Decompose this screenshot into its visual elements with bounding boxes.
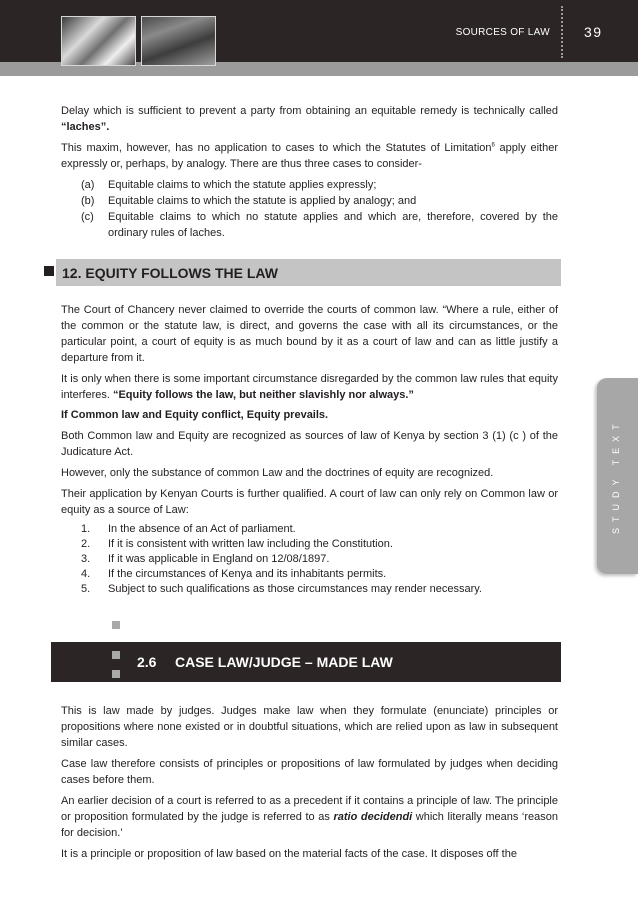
section-12-title: 12. EQUITY FOLLOWS THE LAW bbox=[62, 265, 278, 281]
list-text: Subject to such qualifications as those circumstances may render necessary. bbox=[108, 583, 482, 595]
intro-p2-text-before: This maxim, however, has no application to cases to which the Statutes of Limitation bbox=[61, 142, 492, 154]
section12-p5: However, only the substance of common Law and the doctrines of equity are recognized. bbox=[61, 467, 494, 479]
list-number: 1. bbox=[81, 523, 91, 535]
section26-paragraph-1 bbox=[61, 703, 558, 751]
list-text: If it is consistent with written law including the Constitution. bbox=[108, 538, 393, 550]
study-text-label: STUDY TEXT bbox=[611, 418, 621, 534]
list-text: Equitable claims to which the statute applies expressly; bbox=[108, 179, 377, 191]
intro-paragraph-2 bbox=[61, 140, 558, 172]
list-number: 2. bbox=[81, 538, 91, 550]
section12-paragraph-5 bbox=[61, 465, 558, 481]
section12-paragraph-1 bbox=[61, 302, 558, 366]
section12-paragraph-4 bbox=[61, 428, 558, 460]
list-item bbox=[61, 209, 558, 241]
list-item bbox=[61, 193, 558, 209]
list-text: If the circumstances of Kenya and its inhabitants permits. bbox=[108, 568, 387, 580]
section12-p4: Both Common law and Equity are recognized as sources of law of Kenya by section 3 (1) (c ) of the Judicature Act. bbox=[61, 430, 558, 458]
section-bullet-square bbox=[44, 266, 54, 276]
decorative-square bbox=[112, 651, 120, 659]
list-item bbox=[61, 522, 558, 537]
footnote-ref: 6 bbox=[491, 142, 495, 149]
list-text: In the absence of an Act of parliament. bbox=[108, 523, 296, 535]
header-photo-gavel bbox=[141, 16, 216, 66]
section12-p2-text: It is only when there is some important circumstance disregarded by the common law rules that equity interferes. bbox=[61, 373, 558, 401]
list-item bbox=[61, 582, 558, 597]
header-photo-people bbox=[61, 16, 136, 66]
section26-p2: Case law therefore consists of principles or propositions of law formulated by judges when deciding cases before them. bbox=[61, 758, 558, 786]
section26-paragraph-3 bbox=[61, 793, 558, 841]
section12-p3-bold: If Common law and Equity conflict, Equity prevails. bbox=[61, 409, 329, 421]
section12-paragraph-2 bbox=[61, 371, 558, 403]
section12-p1: The Court of Chancery never claimed to override the courts of common law. “Where a rule, either of the common or the statute law, is direct, and governs the case with all its circumstances, or the particular point, a court of equity is as much bound by it as a court of law and can as little justify a departure from it. bbox=[61, 304, 558, 364]
page-number: 39 bbox=[584, 24, 603, 40]
decorative-square bbox=[112, 670, 120, 678]
list-text: If it was applicable in England on 12/08/1897. bbox=[108, 553, 330, 565]
section-number: 2.6 bbox=[137, 654, 157, 670]
list-marker: (c) bbox=[81, 211, 94, 223]
decorative-square bbox=[112, 621, 120, 629]
section12-p6: Their application by Kenyan Courts is further qualified. A court of law can only rely on Common law or equity as a source of Law: bbox=[61, 488, 558, 516]
ratio-decidendi-term: ratio decidendi bbox=[333, 811, 413, 823]
conditions-list bbox=[61, 522, 558, 597]
list-marker: (a) bbox=[81, 179, 95, 191]
running-header-title: SOURCES OF LAW bbox=[455, 27, 550, 38]
section26-paragraph-4 bbox=[61, 846, 558, 862]
list-number: 3. bbox=[81, 553, 91, 565]
header-divider bbox=[561, 6, 563, 58]
list-text: Equitable claims to which the statute is applied by analogy; and bbox=[108, 195, 417, 207]
section12-paragraph-6 bbox=[61, 486, 558, 518]
intro-p1-bold: “laches”. bbox=[61, 121, 110, 133]
cases-list bbox=[61, 177, 558, 241]
section-2-6-title bbox=[137, 654, 393, 670]
section26-p3-after: which literally means ‘reason for decision.’ bbox=[61, 811, 558, 839]
list-marker: (b) bbox=[81, 195, 95, 207]
intro-paragraph-1 bbox=[61, 103, 558, 135]
list-number: 5. bbox=[81, 583, 91, 595]
list-number: 4. bbox=[81, 568, 91, 580]
list-item bbox=[61, 567, 558, 582]
section26-paragraph-2 bbox=[61, 756, 558, 788]
section12-p2-bold: “Equity follows the law, but neither slavishly nor always.” bbox=[112, 389, 414, 401]
section-title-text: CASE LAW/JUDGE – MADE LAW bbox=[175, 654, 393, 670]
section26-p3-before: An earlier decision of a court is referred to as a precedent if it contains a principle of law. The principle or proposition formulated by the judge is referred to as bbox=[61, 795, 558, 823]
section26-p1: This is law made by judges. Judges make law when they formulate (enunciate) principles or propositions where none existed or in doubtful situations, which are relied upon as law in subsequent similar cases. bbox=[61, 705, 558, 749]
list-text: Equitable claims to which no statute applies and which are, therefore, covered by the ordinary rules of laches. bbox=[108, 211, 558, 239]
list-item bbox=[61, 537, 558, 552]
list-item bbox=[61, 552, 558, 567]
section12-paragraph-3 bbox=[61, 407, 558, 423]
section26-p4: It is a principle or proposition of law based on the material facts of the case. It disposes off the bbox=[61, 848, 517, 860]
intro-p1-text: Delay which is sufficient to prevent a party from obtaining an equitable remedy is technically called bbox=[61, 105, 558, 117]
intro-p2-text-after: apply either expressly or, perhaps, by analogy. There are thus three cases to consider- bbox=[61, 142, 558, 170]
list-item bbox=[61, 177, 558, 193]
